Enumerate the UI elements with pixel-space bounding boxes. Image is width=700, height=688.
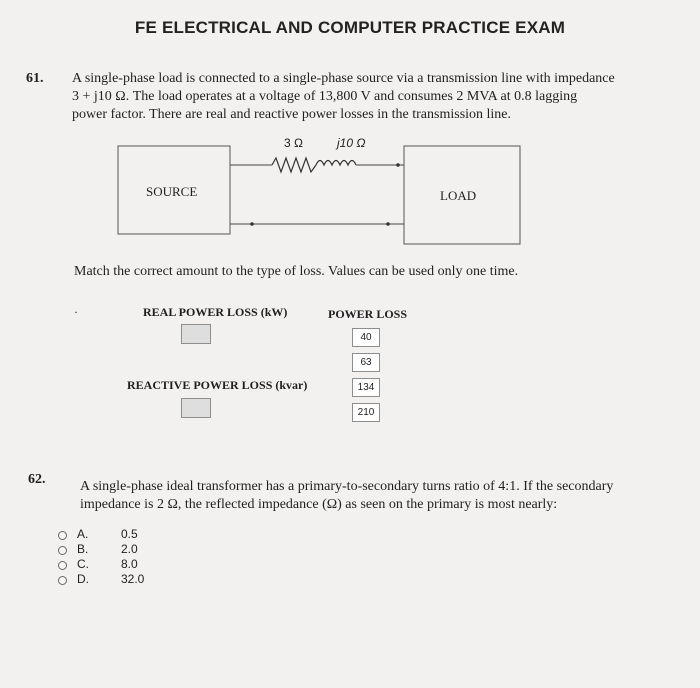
power-loss-choice-210[interactable]: 210 bbox=[352, 403, 380, 422]
load-label: LOAD bbox=[440, 188, 477, 203]
option-d-radio[interactable] bbox=[58, 576, 67, 585]
exam-title: FE ELECTRICAL AND COMPUTER PRACTICE EXAM bbox=[134, 18, 566, 37]
power-loss-header: POWER LOSS bbox=[328, 307, 408, 321]
question-62-number: 62. bbox=[28, 472, 46, 487]
inductor-label: j10 Ω bbox=[337, 136, 366, 150]
reactive-power-loss-label: REACTIVE POWER LOSS (kvar) bbox=[127, 378, 308, 392]
question-62-line-2: impedance is 2 Ω, the reflected impedance (Ω) as seen on the primary is most nearly: bbox=[80, 497, 558, 512]
option-a-radio[interactable] bbox=[58, 531, 67, 540]
option-b-letter: B. bbox=[77, 542, 89, 556]
real-power-loss-drop-target[interactable] bbox=[181, 324, 211, 344]
bottom-wire-node-left bbox=[250, 222, 254, 226]
inductor-symbol bbox=[316, 161, 356, 166]
match-instruction: Match the correct amount to the type of loss. Values can be used only one time. bbox=[74, 264, 519, 279]
power-loss-choice-63[interactable]: 63 bbox=[352, 353, 380, 372]
option-d-letter: D. bbox=[77, 572, 89, 586]
option-c-value: 8.0 bbox=[121, 557, 138, 571]
question-62-line-1: A single-phase ideal transformer has a primary-to-secondary turns ratio of 4:1. If the secondary bbox=[80, 479, 614, 494]
option-c-letter: C. bbox=[77, 557, 89, 571]
option-b-radio[interactable] bbox=[58, 546, 67, 555]
source-label: SOURCE bbox=[146, 184, 198, 199]
real-power-loss-label: REAL POWER LOSS (kW) bbox=[143, 305, 288, 319]
option-a-letter: A. bbox=[77, 527, 89, 541]
reactive-power-loss-drop-target[interactable] bbox=[181, 398, 211, 418]
question-61-line-3: power factor. There are real and reactive power losses in the transmission line. bbox=[72, 107, 512, 122]
question-61-line-1: A single-phase load is connected to a single-phase source via a transmission line with impedance bbox=[72, 71, 615, 86]
option-c-radio[interactable] bbox=[58, 561, 67, 570]
question-62-text bbox=[80, 478, 613, 514]
bottom-wire-node-right bbox=[386, 222, 390, 226]
power-loss-choice-40[interactable]: 40 bbox=[352, 328, 380, 347]
power-loss-choice-134[interactable]: 134 bbox=[352, 378, 380, 397]
drag-bullet: · bbox=[74, 305, 78, 319]
option-b-value: 2.0 bbox=[121, 542, 138, 556]
resistor-symbol bbox=[272, 158, 316, 172]
option-a-value: 0.5 bbox=[121, 527, 138, 541]
resistor-label: 3 Ω bbox=[284, 136, 303, 150]
question-61-line-2: 3 + j10 Ω. The load operates at a voltage of 13,800 V and consumes 2 MVA at 0.8 lagging bbox=[72, 89, 578, 104]
top-wire-node bbox=[396, 163, 400, 167]
option-d-value: 32.0 bbox=[121, 572, 145, 586]
question-61-number: 61. bbox=[26, 71, 44, 86]
